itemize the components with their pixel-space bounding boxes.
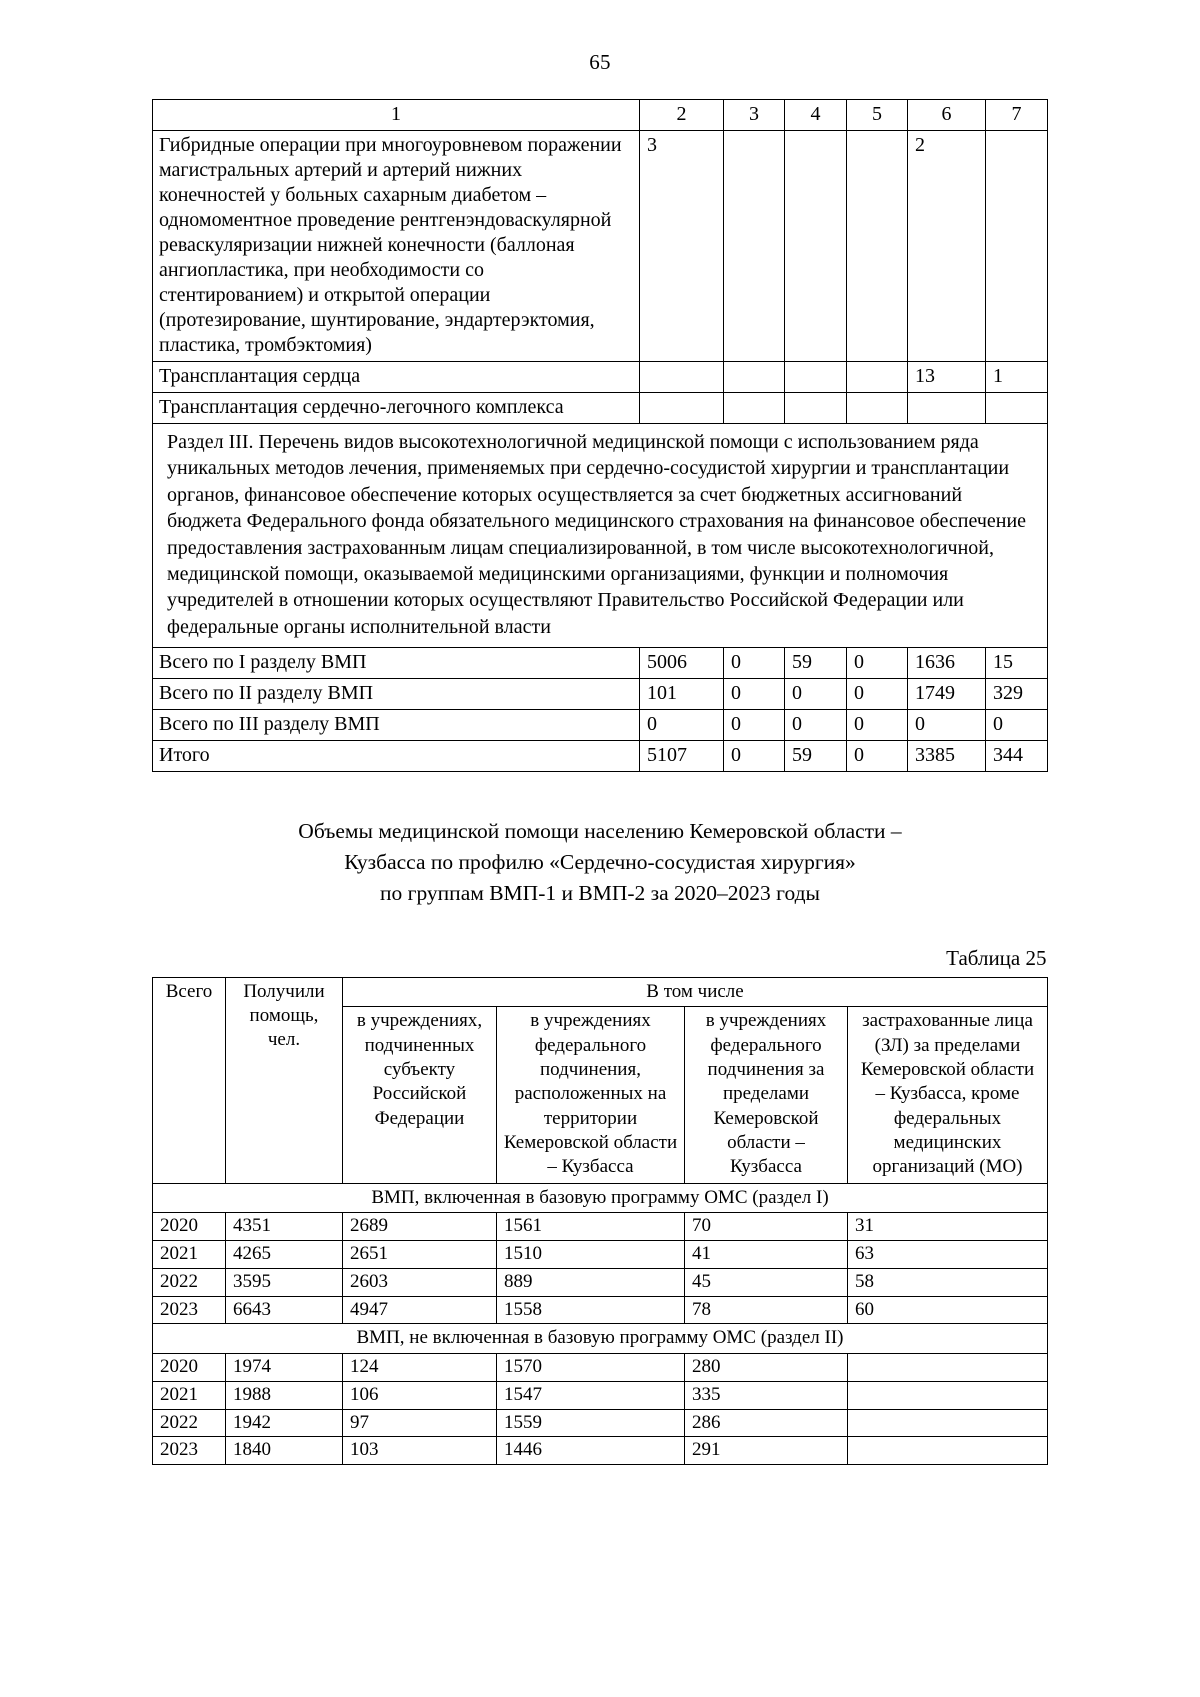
total-value-c2: 101 bbox=[640, 679, 724, 710]
table-row bbox=[153, 393, 1048, 424]
column-header-3: 3 bbox=[724, 100, 785, 131]
table-row bbox=[152, 1409, 1047, 1437]
grand-total-value-c4: 59 bbox=[785, 741, 847, 772]
row-year: 2021 bbox=[152, 1241, 225, 1269]
row-year: 2021 bbox=[152, 1381, 225, 1409]
header-received-help: Получили помощь, чел. bbox=[225, 977, 342, 1183]
row-federal-outside: 41 bbox=[684, 1241, 847, 1269]
row-federal-in-region: 1446 bbox=[496, 1437, 684, 1465]
total-value-c4: 0 bbox=[785, 710, 847, 741]
page-number: 65 bbox=[589, 50, 611, 74]
table-row bbox=[152, 1437, 1047, 1465]
table-row bbox=[152, 1268, 1047, 1296]
grand-total-value-c2: 5107 bbox=[640, 741, 724, 772]
table-row bbox=[153, 131, 1048, 362]
totals-row bbox=[153, 710, 1048, 741]
row-federal-in-region: 1547 bbox=[496, 1381, 684, 1409]
row-total: 4351 bbox=[225, 1213, 342, 1241]
total-label: Всего по II разделу ВМП bbox=[153, 679, 640, 710]
table-row bbox=[152, 1213, 1047, 1241]
column-header-7: 7 bbox=[986, 100, 1048, 131]
vmp-value-c3 bbox=[724, 131, 785, 362]
band-label-section-2: ВМП, не включенная в базовую программу ОМС (раздел II) bbox=[152, 1324, 1047, 1354]
row-total: 1942 bbox=[225, 1409, 342, 1437]
row-federal-in-region: 1570 bbox=[496, 1354, 684, 1382]
row-subject: 106 bbox=[342, 1381, 496, 1409]
row-insured-outside bbox=[847, 1354, 1047, 1382]
heading-line-1: Объемы медицинской помощи населению Кемеровской области – bbox=[298, 819, 902, 844]
vmp-value-c7 bbox=[986, 393, 1048, 424]
row-federal-in-region: 1558 bbox=[496, 1296, 684, 1324]
row-total: 3595 bbox=[225, 1268, 342, 1296]
header-insured-outside: застрахованные лица (ЗЛ) за пределами Кемеровской области – Кузбасса, кроме федеральных медицинских организаций (МО) bbox=[847, 1007, 1047, 1183]
row-insured-outside bbox=[847, 1437, 1047, 1465]
volumes-header-row-1 bbox=[152, 977, 1047, 1007]
row-subject: 103 bbox=[342, 1437, 496, 1465]
row-federal-outside: 291 bbox=[684, 1437, 847, 1465]
row-total: 1840 bbox=[225, 1437, 342, 1465]
table-caption: Таблица 25 bbox=[946, 945, 1047, 970]
row-total: 6643 bbox=[225, 1296, 342, 1324]
total-value-c4: 59 bbox=[785, 648, 847, 679]
column-header-6: 6 bbox=[908, 100, 986, 131]
vmp-value-c6: 13 bbox=[908, 362, 986, 393]
grand-total-label: Итого bbox=[153, 741, 640, 772]
row-insured-outside bbox=[847, 1381, 1047, 1409]
vmp-type-name: Гибридные операции при многоуровневом поражении магистральных артерий и артерий нижних конечностей у больных сахарным диабетом – одномоментное проведение рентгенэндоваскулярной реваскуляризации нижней конечности (баллоная ангиопластика, при необходимости со стентированием) и открытой операции (протезирование, шунтирование, эндартерэктомия, пластика, тромбэктомия) bbox=[153, 131, 640, 362]
total-value-c7: 15 bbox=[986, 648, 1048, 679]
column-header-1: 1 bbox=[153, 100, 640, 131]
row-federal-outside: 78 bbox=[684, 1296, 847, 1324]
total-value-c5: 0 bbox=[847, 679, 908, 710]
total-value-c6: 1749 bbox=[908, 679, 986, 710]
total-value-c2: 0 bbox=[640, 710, 724, 741]
header-federal-in-region: в учреждениях федерального подчинения, расположенных на территории Кемеровской области – Кузбасса bbox=[496, 1007, 684, 1183]
vmp-value-c3 bbox=[724, 393, 785, 424]
grand-total-value-c7: 344 bbox=[986, 741, 1048, 772]
heading-line-2: Кузбасса по профилю «Сердечно-сосудистая хирургия» bbox=[344, 850, 856, 875]
row-insured-outside: 63 bbox=[847, 1241, 1047, 1269]
total-value-c3: 0 bbox=[724, 679, 785, 710]
section-band-row bbox=[152, 1183, 1047, 1213]
total-value-c7: 0 bbox=[986, 710, 1048, 741]
grand-total-value-c6: 3385 bbox=[908, 741, 986, 772]
row-federal-outside: 335 bbox=[684, 1381, 847, 1409]
totals-row bbox=[153, 648, 1048, 679]
vmp-value-c4 bbox=[785, 362, 847, 393]
vmp-value-c5 bbox=[847, 362, 908, 393]
vmp-value-c3 bbox=[724, 362, 785, 393]
row-federal-in-region: 1510 bbox=[496, 1241, 684, 1269]
header-among-which: В том числе bbox=[342, 977, 1047, 1007]
row-total: 1974 bbox=[225, 1354, 342, 1382]
heading-line-3: по группам ВМП-1 и ВМП-2 за 2020–2023 годы bbox=[380, 881, 820, 906]
header-subject-institutions: в учреждениях, подчиненных субъекту Российской Федерации bbox=[342, 1007, 496, 1183]
column-header-5: 5 bbox=[847, 100, 908, 131]
vmp-value-c5 bbox=[847, 131, 908, 362]
vmp-value-c5 bbox=[847, 393, 908, 424]
total-label: Всего по I разделу ВМП bbox=[153, 648, 640, 679]
grand-total-value-c3: 0 bbox=[724, 741, 785, 772]
vmp-type-name: Трансплантация сердечно-легочного комплекса bbox=[153, 393, 640, 424]
total-label: Всего по III разделу ВМП bbox=[153, 710, 640, 741]
section-note-row bbox=[153, 424, 1048, 648]
row-federal-outside: 286 bbox=[684, 1409, 847, 1437]
row-year: 2020 bbox=[152, 1354, 225, 1382]
vmp-value-c2 bbox=[640, 393, 724, 424]
row-subject: 2651 bbox=[342, 1241, 496, 1269]
row-year: 2020 bbox=[152, 1213, 225, 1241]
table-row bbox=[153, 362, 1048, 393]
section-heading bbox=[150, 816, 1050, 910]
section-3-note: Раздел III. Перечень видов высокотехнологичной медицинской помощи с использованием ряда уникальных методов лечения, применяемых при сердечно-сосудистой хирургии и трансплантации органов, финансовое обеспечение которых осуществляется за счет бюджетных ассигнований бюджета Федерального фонда обязательного медицинского страхования на финансовое обеспечение предоставления застрахованным лицам специализированной, в том числе высокотехнологичной, медицинской помощи, оказываемой медицинскими организациями, функции и полномочия учредителей в отношении которых осуществляют Правительство Российской Федерации или федеральные органы исполнительной власти bbox=[153, 424, 1048, 648]
row-subject: 2603 bbox=[342, 1268, 496, 1296]
volumes-table bbox=[152, 977, 1048, 1465]
row-year: 2022 bbox=[152, 1409, 225, 1437]
vmp-continuation-table bbox=[152, 99, 1048, 772]
totals-row bbox=[153, 741, 1048, 772]
total-value-c3: 0 bbox=[724, 648, 785, 679]
table-row bbox=[152, 1381, 1047, 1409]
row-subject: 4947 bbox=[342, 1296, 496, 1324]
table-row bbox=[152, 1354, 1047, 1382]
table-row bbox=[152, 1296, 1047, 1324]
row-subject: 124 bbox=[342, 1354, 496, 1382]
row-subject: 97 bbox=[342, 1409, 496, 1437]
total-value-c2: 5006 bbox=[640, 648, 724, 679]
band-label-section-1: ВМП, включенная в базовую программу ОМС (раздел I) bbox=[152, 1183, 1047, 1213]
header-total: Всего bbox=[152, 977, 225, 1183]
total-value-c5: 0 bbox=[847, 710, 908, 741]
row-federal-in-region: 1559 bbox=[496, 1409, 684, 1437]
total-value-c3: 0 bbox=[724, 710, 785, 741]
vmp-value-c2: 3 bbox=[640, 131, 724, 362]
row-federal-outside: 70 bbox=[684, 1213, 847, 1241]
total-value-c7: 329 bbox=[986, 679, 1048, 710]
vmp-value-c6 bbox=[908, 393, 986, 424]
vmp-value-c7 bbox=[986, 131, 1048, 362]
row-total: 1988 bbox=[225, 1381, 342, 1409]
column-header-4: 4 bbox=[785, 100, 847, 131]
row-total: 4265 bbox=[225, 1241, 342, 1269]
column-header-2: 2 bbox=[640, 100, 724, 131]
header-federal-outside: в учреждениях федерального подчинения за пределами Кемеровской области – Кузбасса bbox=[684, 1007, 847, 1183]
row-insured-outside: 31 bbox=[847, 1213, 1047, 1241]
row-federal-in-region: 889 bbox=[496, 1268, 684, 1296]
grand-total-value-c5: 0 bbox=[847, 741, 908, 772]
vmp-value-c6: 2 bbox=[908, 131, 986, 362]
row-insured-outside: 58 bbox=[847, 1268, 1047, 1296]
table-row bbox=[152, 1241, 1047, 1269]
vmp-value-c7: 1 bbox=[986, 362, 1048, 393]
row-federal-in-region: 1561 bbox=[496, 1213, 684, 1241]
vmp-value-c4 bbox=[785, 131, 847, 362]
row-year: 2022 bbox=[152, 1268, 225, 1296]
row-subject: 2689 bbox=[342, 1213, 496, 1241]
table-header-row bbox=[153, 100, 1048, 131]
total-value-c4: 0 bbox=[785, 679, 847, 710]
vmp-value-c2 bbox=[640, 362, 724, 393]
row-year: 2023 bbox=[152, 1296, 225, 1324]
vmp-value-c4 bbox=[785, 393, 847, 424]
section-band-row bbox=[152, 1324, 1047, 1354]
total-value-c6: 0 bbox=[908, 710, 986, 741]
row-year: 2023 bbox=[152, 1437, 225, 1465]
row-insured-outside bbox=[847, 1409, 1047, 1437]
row-federal-outside: 45 bbox=[684, 1268, 847, 1296]
row-insured-outside: 60 bbox=[847, 1296, 1047, 1324]
total-value-c5: 0 bbox=[847, 648, 908, 679]
total-value-c6: 1636 bbox=[908, 648, 986, 679]
row-federal-outside: 280 bbox=[684, 1354, 847, 1382]
vmp-type-name: Трансплантация сердца bbox=[153, 362, 640, 393]
totals-row bbox=[153, 679, 1048, 710]
